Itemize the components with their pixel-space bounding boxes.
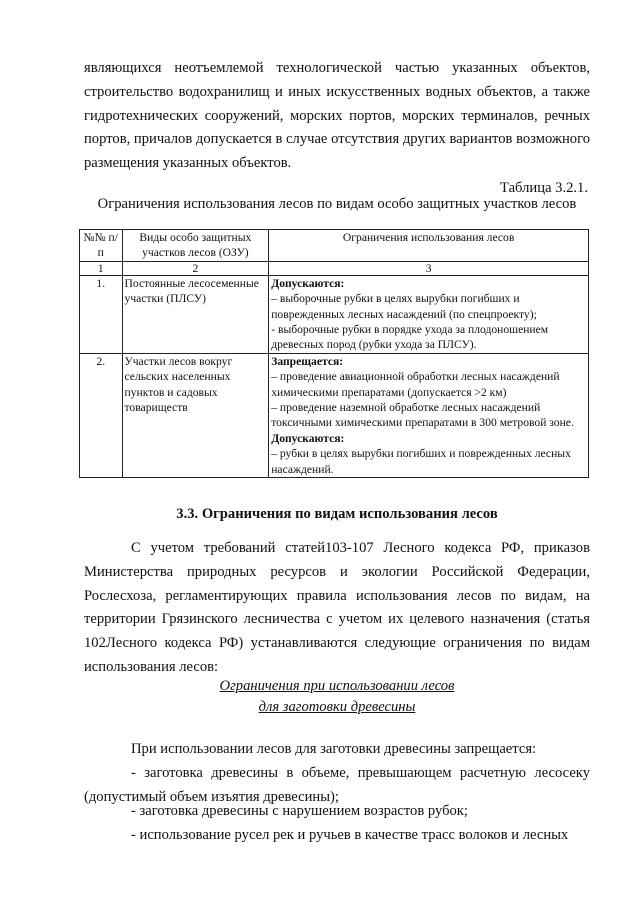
header-zone-type: Виды особо защитных участков лесов (ОЗУ) bbox=[122, 230, 269, 262]
list-item: - заготовка древесины с нарушением возрастов рубок; bbox=[131, 803, 468, 819]
zone-type: Участки лесов вокруг сельских населенных пунктов и садовых товариществ bbox=[122, 353, 269, 477]
sub-heading-line: Ограничения при использовании лесов bbox=[219, 678, 455, 694]
sub-heading-line: для заготовки древесины bbox=[258, 698, 416, 715]
table-column-numbers-row bbox=[80, 261, 589, 275]
zone-type: Постоянные лесосеменные участки (ПЛСУ) bbox=[122, 275, 269, 353]
row-number: 2. bbox=[80, 353, 123, 477]
column-number: 1 bbox=[80, 261, 123, 275]
restriction-title: Запрещается: bbox=[271, 354, 344, 368]
restriction-item: – выборочные рубки в целях вырубки погибших и поврежденных лесных насаждений (по спецпроекту); bbox=[271, 292, 537, 321]
list-item: - использование русел рек и ручьев в качестве трасс волоков и лесных bbox=[131, 827, 569, 843]
table-number: Таблица 3.2.1. bbox=[500, 180, 588, 196]
row-number: 1. bbox=[80, 275, 123, 353]
restriction-title: Допускаются: bbox=[271, 276, 345, 290]
list-intro: При использовании лесов для заготовки древесины запрещается: bbox=[131, 741, 537, 757]
restriction-cell bbox=[269, 275, 589, 353]
restrictions-table bbox=[79, 229, 589, 478]
table-row bbox=[80, 353, 589, 477]
header-restrictions: Ограничения использования лесов bbox=[269, 230, 589, 262]
list-item: - заготовка древесины в объеме, превышающем расчетную лесосеку (допустимый объем изъятия древесины); bbox=[84, 765, 590, 805]
restriction-title: Допускаются: bbox=[271, 431, 345, 445]
section-paragraph: С учетом требований статей103-107 Лесного кодекса РФ, приказов Министерства природных ресурсов и экологии Российской Федерации, Рослесхоза, регламентирующих правила использования лесов по видам, на территории Грязинского лесничества с учетом их целевого назначения (статья 102Лесного кодекса РФ) устанавливаются следующие ограничения по видам использования лесов: bbox=[84, 540, 590, 675]
column-number: 3 bbox=[269, 261, 589, 275]
table-header-row bbox=[80, 230, 589, 262]
intro-paragraph: являющихся неотъемлемой технологической частью указанных объектов, строительство водохранилищ и иных искусственных водных объектов, а также гидротехнических сооружений, морских портов, морских терминалов, речных портов, причалов допускается в случае отсутствия других вариантов возможного размещения указанных объектов. bbox=[84, 60, 590, 172]
column-number: 2 bbox=[122, 261, 269, 275]
restriction-item: – проведение наземной обработке лесных насаждений токсичными химическими препаратами в 300 метровой зоне. bbox=[271, 401, 574, 430]
restriction-item: - выборочные рубки в порядке ухода за плодоношением древесных пород (рубки ухода за ПЛСУ). bbox=[271, 323, 549, 352]
sub-heading bbox=[84, 676, 590, 717]
header-number: №№ п/п bbox=[80, 230, 123, 262]
restriction-item: – проведение авиационной обработки лесных насаждений химическими препаратами (допускается >2 км) bbox=[271, 370, 560, 399]
table-row bbox=[80, 275, 589, 353]
section-heading: 3.3. Ограничения по видам использования лесов bbox=[176, 506, 498, 522]
restriction-item: – рубки в целях вырубки погибших и поврежденных лесных насаждений. bbox=[271, 447, 571, 476]
table-caption: Ограничения использования лесов по видам особо защитных участков лесов bbox=[97, 196, 577, 212]
restriction-cell bbox=[269, 353, 589, 477]
